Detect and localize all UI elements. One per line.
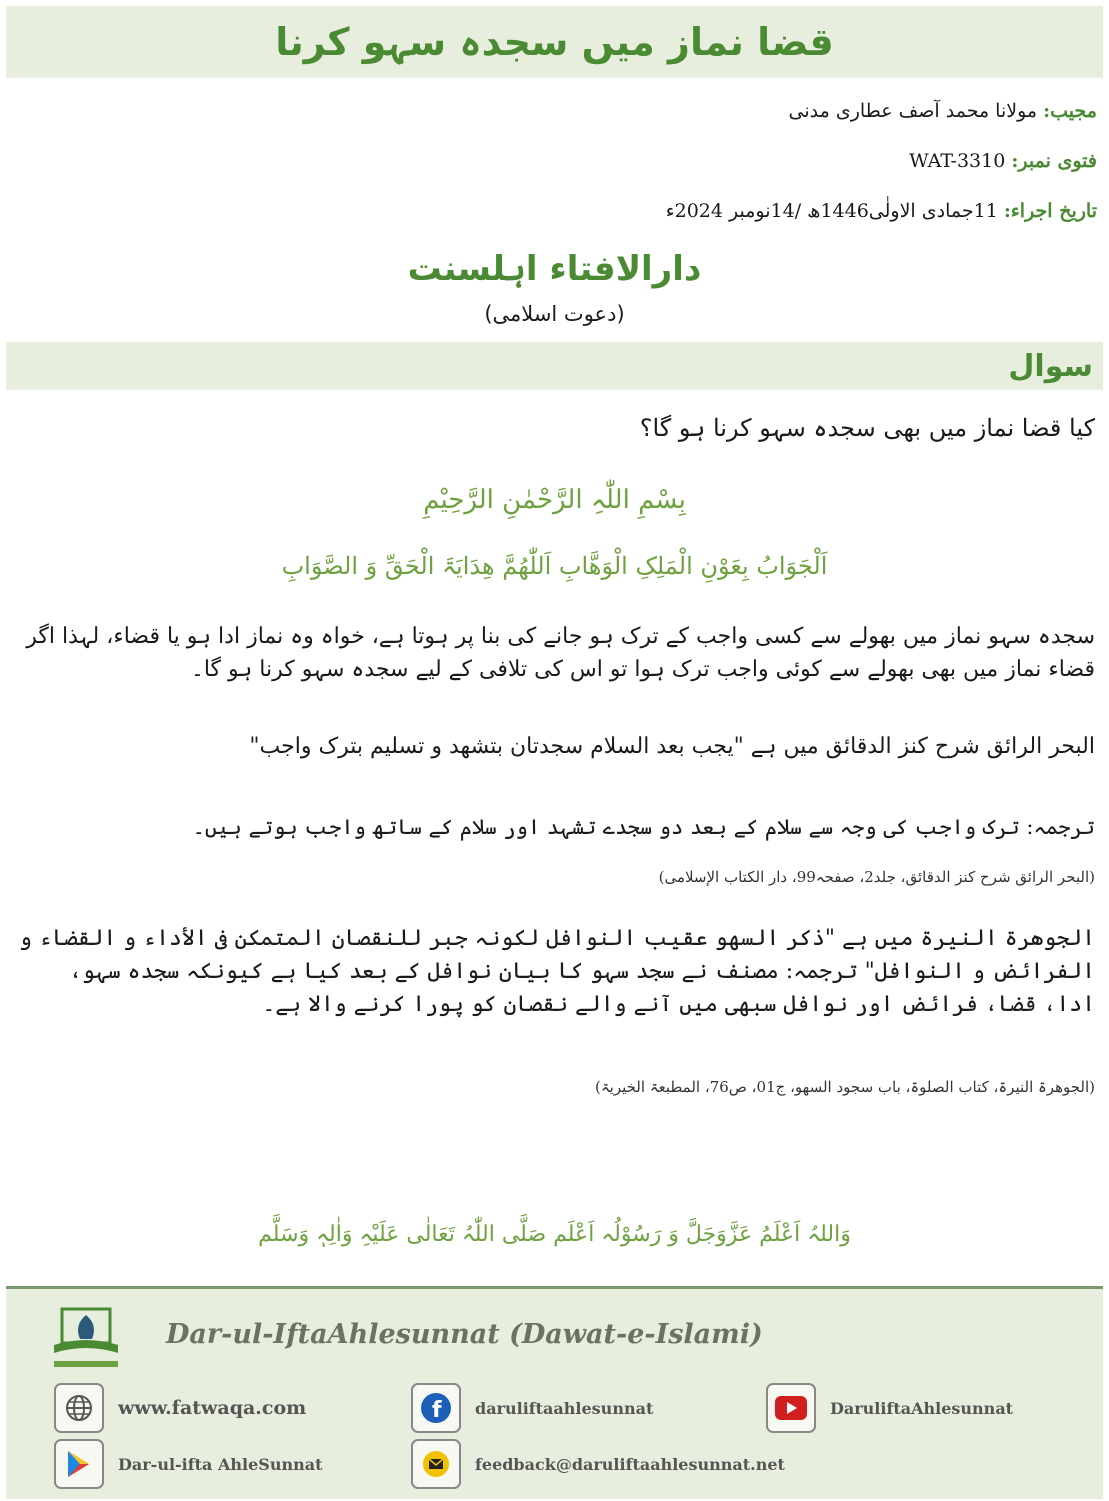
bismillah: بِسْمِ اللّٰہِ الرَّحْمٰنِ الرَّحِیْمِ <box>423 485 686 515</box>
play-store-text: Dar-ul-ifta AhleSunnat <box>118 1454 323 1474</box>
fatwa-value: WAT-3310 <box>909 150 1006 172</box>
fatwa-row <box>909 150 1097 172</box>
facebook-icon <box>411 1383 461 1433</box>
answer-para-2: البحر الرائق شرح کنز الدقائق میں ہے "یجب بعد السلام سجدتان بتشھد و تسلیم بترک واجب" <box>249 734 1095 759</box>
answer-para-4-ref: (الجوھرۃ النیرۃ، کتاب الصلوۃ، باب سجود السھو، ج01، ص76، المطبعۃ الخیریۃ) <box>595 1078 1095 1096</box>
answer-para-3-ref: (البحر الرائق شرح کنز الدقائق، جلد2، صفحہ99، دار الکتاب الإسلامی) <box>658 868 1095 886</box>
website-link[interactable] <box>54 1383 306 1433</box>
feedback-link[interactable] <box>411 1439 785 1489</box>
youtube-link[interactable] <box>766 1383 1013 1433</box>
feedback-icon <box>411 1439 461 1489</box>
date-row <box>666 200 1097 222</box>
mujeeb-row <box>789 100 1097 122</box>
facebook-link[interactable] <box>411 1383 653 1433</box>
youtube-icon <box>766 1383 816 1433</box>
answer-opening: اَلْجَوَابُ بِعَوْنِ الْمَلِکِ الْوَھَّابِ اَللّٰھُمَّ ھِدَایَۃَ الْحَقِّ وَ الصَّوَابِ <box>281 552 828 580</box>
answer-para-1: سجدہ سہو نماز میں بھولے سے کسی واجب کے ترک ہو جانے کی بنا پر ہوتا ہے، خواہ وہ نماز ادا ہو یا قضاء، لہذا اگر قضاء نماز میں بھی بھولے سے کوئی واجب ترک ہوا تو اس کی تلافی کے لیے سجدہ سہو کرنا ہو گا۔ <box>26 624 1095 682</box>
page-title: قضا نماز میں سجدہ سہو کرنا <box>275 20 834 64</box>
mujeeb-label: مجیب: <box>1043 100 1097 122</box>
website-text: www.fatwaqa.com <box>118 1397 307 1419</box>
answer-para-3: ترجمہ: ترک واجب کی وجہ سے سلام کے بعد دو سجدے تشہد اور سلام کے ساتھ واجب ہوتے ہیں۔ <box>192 815 1095 839</box>
answer-para-4: الجوھرۃ النیرۃ میں ہے "ذکر السھو عقیب النوافل لکونہ جبر للنقصان المتمکن فی الأداء و القضاء و الفرائض و النوافل" ترجمہ: مصنف نے سجد سہو کا بیان نوافل کے بعد کیا ہے کیونکہ سجدہ سہو، ادا، قضا، فرائض اور نوافل سبھی میں آنے والے نقصان کو پورا کرنے والا ہے۔ <box>19 926 1095 1017</box>
question-heading: سوال <box>1008 348 1093 384</box>
mujeeb-value: مولانا محمد آصف عطاری مدنی <box>788 100 1038 122</box>
question-band <box>6 342 1103 390</box>
date-value: 11جمادی الاولٰی1446ھ /14نومبر 2024ء <box>665 200 998 222</box>
feedback-text: feedback@daruliftaahlesunnat.net <box>475 1454 785 1474</box>
org-sub: (دعوت اسلامی) <box>484 302 625 326</box>
title-band <box>6 6 1103 78</box>
play-store-icon <box>54 1439 104 1489</box>
dar-ul-ifta-logo-icon <box>44 1301 128 1381</box>
youtube-text: DaruliftaAhlesunnat <box>830 1398 1014 1418</box>
footer-brand: Dar-ul-IftaAhlesunnat (Dawat-e-Islami) <box>166 1319 763 1350</box>
question-text: کیا قضا نماز میں بھی سجدہ سہو کرنا ہو گا؟ <box>639 414 1095 442</box>
globe-icon <box>54 1383 104 1433</box>
svg-text:f: f <box>432 1398 442 1423</box>
fatwa-label: فتوی نمبر: <box>1011 150 1097 172</box>
facebook-text: daruliftaahlesunnat <box>475 1398 654 1418</box>
date-label: تاریخ اجراء: <box>1003 200 1097 222</box>
org-name: دارالافتاء اہلسنت <box>407 249 702 289</box>
closing-text: وَاللہُ اَعْلَمُ عَزَّوَجَلَّ وَ رَسُوْلُہ اَعْلَم صَلَّی اللّٰہُ تَعَالٰی عَلَیْہِ وَاٰلِہٖ وَسَلَّم <box>258 1222 851 1247</box>
footer <box>6 1286 1103 1499</box>
play-store-link[interactable] <box>54 1439 322 1489</box>
